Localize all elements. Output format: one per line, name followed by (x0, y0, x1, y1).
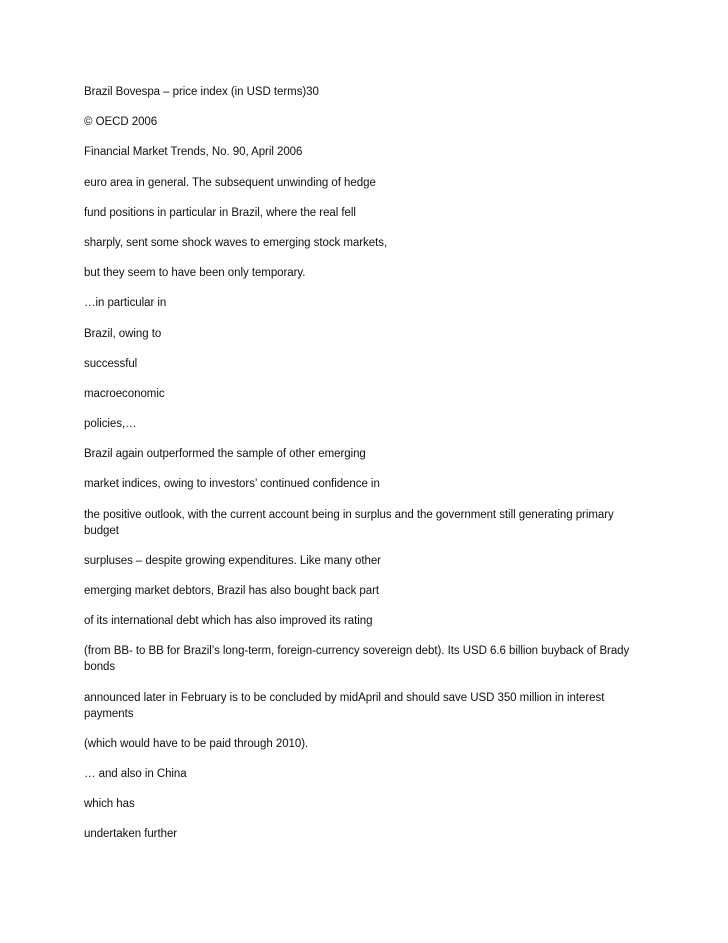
paragraph-text: announced later in February is to be concluded by midApril and should save USD 350 million in interest payments (84, 691, 605, 720)
paragraph-text: Brazil again outperformed the sample of other emerging (84, 448, 366, 461)
paragraph-text: (which would have to be paid through 2010). (84, 737, 309, 750)
paragraph-text: fund positions in particular in Brazil, where the real fell (84, 206, 356, 219)
paragraph-text: emerging market debtors, Brazil has also bought back part (84, 585, 380, 597)
paragraph-copyright: © OECD 2006 (84, 116, 158, 129)
paragraph-text: successful (84, 357, 138, 370)
paragraph-text: which has (84, 798, 135, 811)
paragraph-text: euro area in general. The subsequent unwinding of hedge (84, 176, 376, 189)
paragraph-text: policies,… (84, 418, 137, 431)
paragraph-text: …in particular in (84, 297, 167, 310)
paragraph-text: of its international debt which has also improved its rating (84, 615, 373, 628)
paragraph-text: Brazil, owing to (84, 327, 162, 340)
paragraph-heading-bovespa: Brazil Bovespa – price index (in USD terms)30 (84, 86, 319, 98)
paragraph-text: but they seem to have been only temporary. (84, 267, 306, 280)
paragraph-text: undertaken further (84, 828, 178, 841)
paragraph-text: (from BB- to BB for Brazil’s long-term, foreign-currency sovereign debt). Its USD 6.6 billion buyback of Brady bonds (84, 645, 630, 674)
paragraph-text: market indices, owing to investors’ continued confidence in (84, 478, 380, 491)
paragraph-text: surpluses – despite growing expenditures. Like many other (84, 554, 381, 567)
paragraph-publication: Financial Market Trends, No. 90, April 2006 (84, 146, 303, 159)
paragraph-text: the positive outlook, with the current account being in surplus and the government still generating primary budget (84, 508, 614, 537)
paragraph-text: sharply, sent some shock waves to emerging stock markets, (84, 236, 388, 249)
document-body (84, 84, 650, 857)
paragraph-text: macroeconomic (84, 387, 165, 400)
paragraph-text: … and also in China (84, 767, 187, 780)
